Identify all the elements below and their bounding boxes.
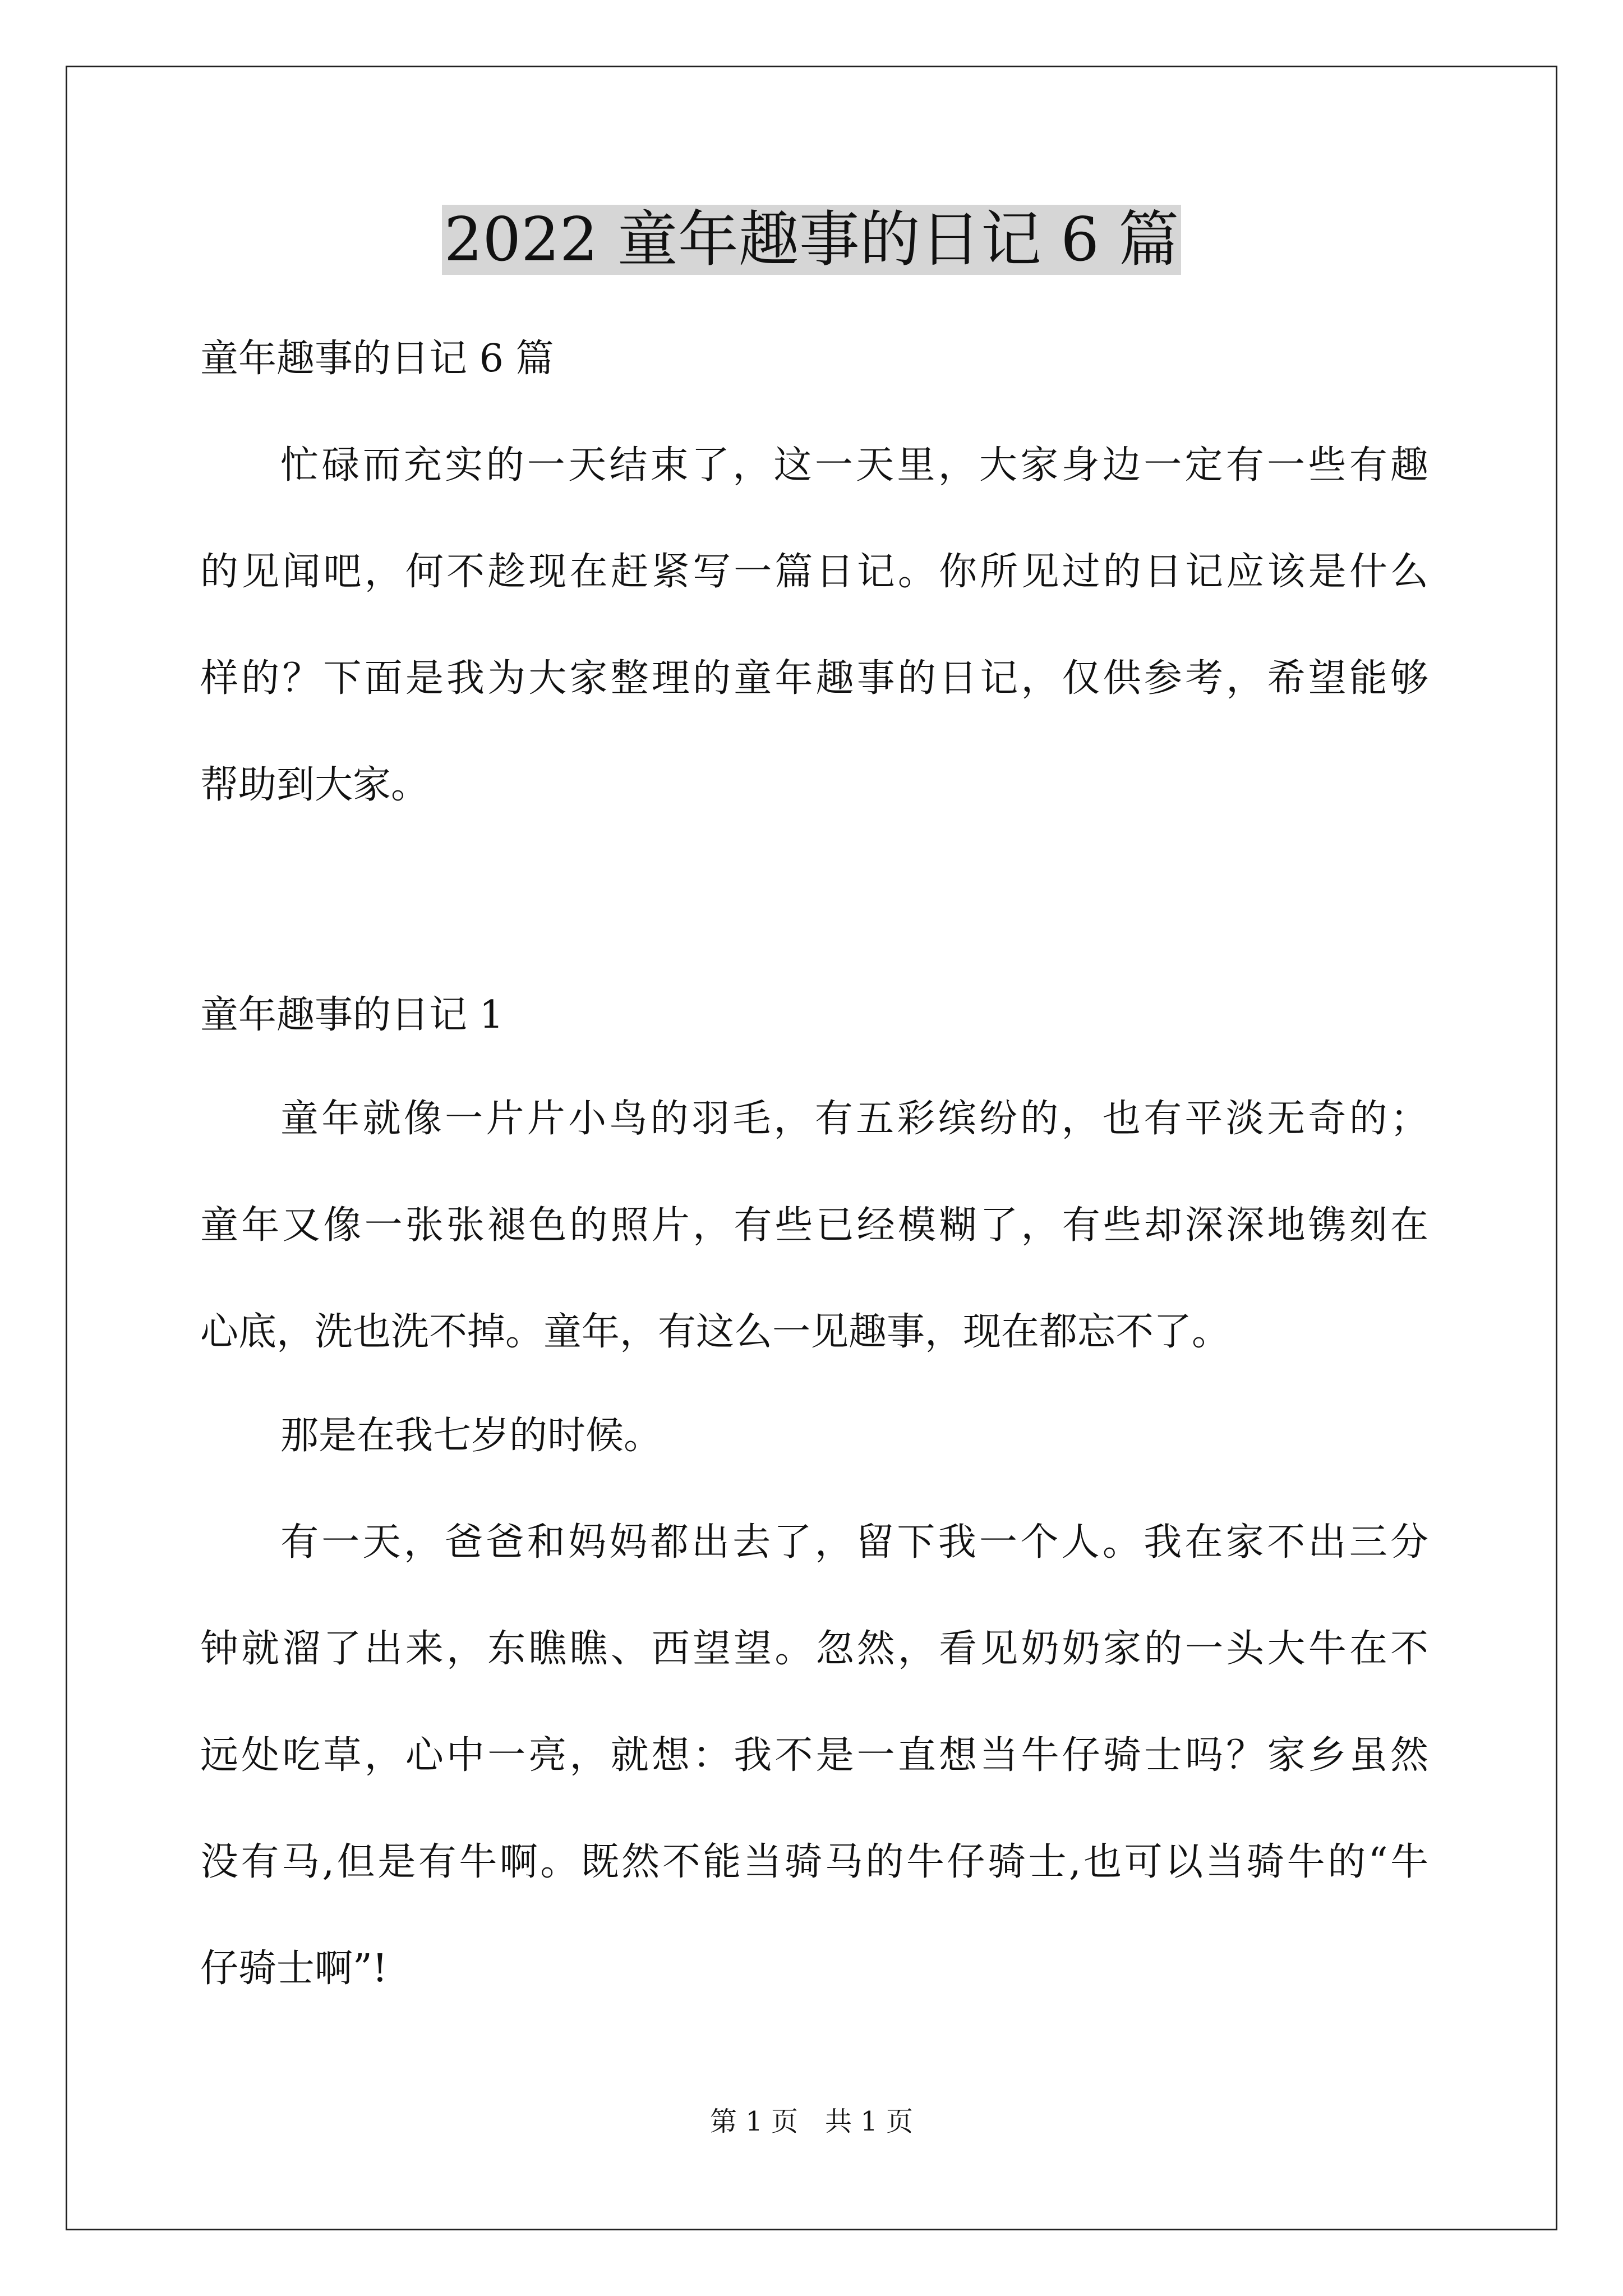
para1-line-3: 心底，洗也洗不掉。童年，有这么一见趣事，现在都忘不了。 <box>200 1310 1230 1354</box>
page-border <box>66 66 1557 2230</box>
para2-line-1: 那是在我七岁的时候。 <box>280 1414 662 1458</box>
document-title-text: 2022 童年趣事的日记 6 篇 <box>442 205 1182 275</box>
para3-line-1: 有一天，爸爸和妈妈都出去了，留下我一个人。我在家不出三分 <box>280 1520 1428 1565</box>
intro-line-1: 忙碌而充实的一天结束了，这一天里，大家身边一定有一些有趣 <box>280 443 1428 487</box>
para3-line-3: 远处吃草，心中一亮，就想：我不是一直想当牛仔骑士吗？家乡虽然 <box>200 1733 1428 1778</box>
intro-line-3: 样的？下面是我为大家整理的童年趣事的日记，仅供参考，希望能够 <box>200 656 1428 701</box>
section-heading: 童年趣事的日记 1 <box>200 993 504 1037</box>
intro-line-2: 的见闻吧，何不趁现在赶紧写一篇日记。你所见过的日记应该是什么 <box>200 550 1428 594</box>
page-footer: 第 1 页 共 1 页 <box>709 2106 914 2137</box>
para3-line-5: 仔骑士啊”! <box>200 1947 388 1991</box>
document-title <box>0 201 1623 279</box>
para1-line-2: 童年又像一张张褪色的照片，有些已经模糊了，有些却深深地镌刻在 <box>200 1203 1428 1248</box>
document-subtitle: 童年趣事的日记 6 篇 <box>200 337 554 381</box>
para3-line-2: 钟就溜了出来，东瞧瞧、西望望。忽然，看见奶奶家的一头大牛在不 <box>200 1627 1428 1671</box>
intro-line-4: 帮助到大家。 <box>200 763 430 807</box>
para1-line-1: 童年就像一片片小鸟的羽毛，有五彩缤纷的，也有平淡无奇的； <box>280 1097 1428 1141</box>
para3-line-4: 没有马,但是有牛啊。既然不能当骑马的牛仔骑士,也可以当骑牛的“牛 <box>200 1840 1428 1884</box>
